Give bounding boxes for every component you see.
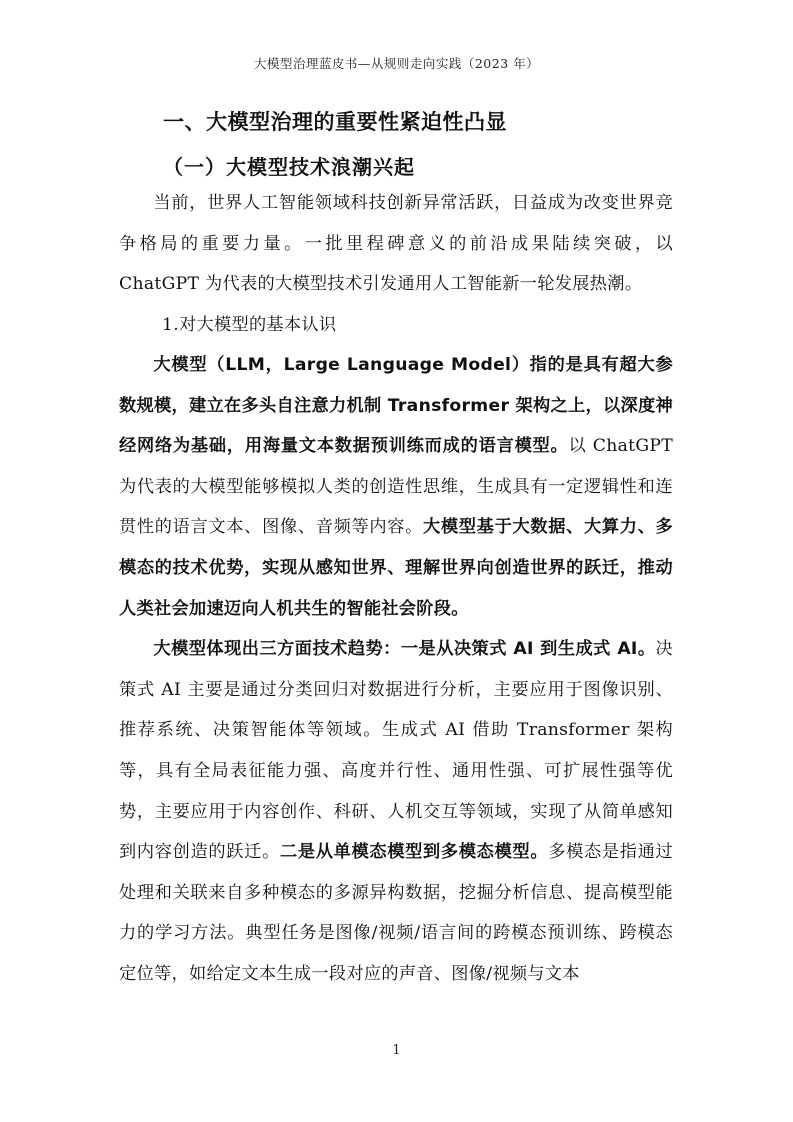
trend-one-text: 决策式 AI 主要是通过分类回归对数据进行分析，主要应用于图像识别、推荐系统、决策智能体等领域。生成式 AI 借助 Transformer 架构等，具有全局表征能力强、高度并行性、通用性强、可扩展性强等优势，主要应用于内容创作、科研、人机交互等领域，实现了从简单感知到内容创造的跃迁。 <box>119 639 673 863</box>
subsection-heading: （一）大模型技术浪潮兴起 <box>163 155 415 179</box>
definition-bold-text: 大模型（LLM，Large Language Model）指的是具有超大参数规模，建立在多头自注意力机制 Transformer 架构之上，以深度神经网络为基础，用海量文本数据预训练而成的语言模型。 <box>119 355 673 457</box>
definition-bold-text-2: 大模型基于大数据、大算力、多模态的技术优势，实现从感知世界、理解世界向创造世界的跃迁，推动人类社会加速迈向人机共生的智能社会阶段。 <box>119 517 674 619</box>
running-header: 大模型治理蓝皮书—从规则走向实践（2023 年） <box>253 56 540 71</box>
section-heading: 一、大模型治理的重要性紧迫性凸显 <box>163 110 507 134</box>
page-number: 1 <box>392 1043 401 1058</box>
paragraph-intro: 当前，世界人工智能领域科技创新异常活跃，日益成为改变世界竞争格局的重要力量。一批里程碑意义的前沿成果陆续突破，以 ChatGPT 为代表的大模型技术引发通用人工智能新一轮发展热潮。 <box>119 193 673 295</box>
definition-text: 以 ChatGPT 为代表的大模型能够模拟人类的创造性思维，生成具有一定逻辑性和连贯性的语言文本、图像、音频等内容。 <box>119 436 673 538</box>
trend-two-text: 多模态是指通过处理和关联来自多种模态的多源异构数据，挖掘分析信息、提高模型能力的学习方法。典型任务是图像/视频/语言间的跨模态预训练、跨模态定位等，如给定文本生成一段对应的声音、图像/视频与文本 <box>119 842 673 984</box>
body-text-block-2 <box>119 345 673 995</box>
trend-two-bold: 二是从单模态模型到多模态模型。 <box>279 842 549 863</box>
trend-one-bold: 大模型体现出三方面技术趋势：一是从决策式 AI 到生成式 AI。 <box>153 639 656 660</box>
paragraph-trends <box>119 629 673 994</box>
body-text-block-1 <box>119 183 673 345</box>
paragraph-definition <box>119 345 673 629</box>
paragraph-subtitle: 1.对大模型的基本认识 <box>162 314 337 335</box>
